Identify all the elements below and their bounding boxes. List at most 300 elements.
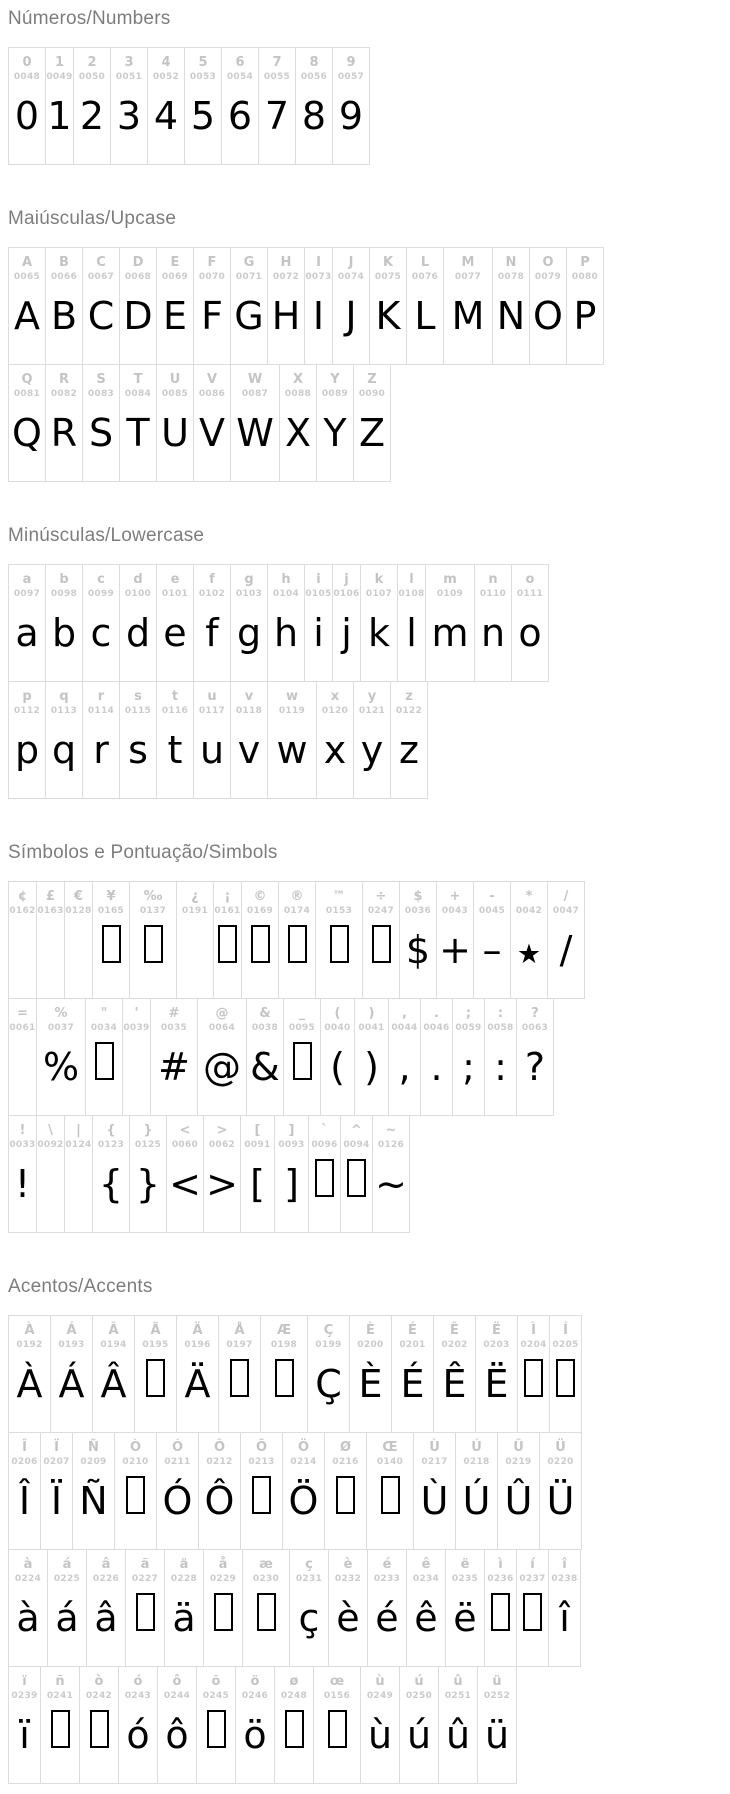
glyph-preview: j — [341, 611, 352, 655]
glyph-cell — [156, 1432, 199, 1550]
glyph-cell — [274, 1115, 309, 1233]
section-numbers — [8, 8, 730, 165]
glyph-preview: m — [431, 611, 469, 655]
char-label: % — [54, 1006, 68, 1021]
glyph-cell — [221, 47, 259, 165]
glyph-cell — [230, 681, 268, 799]
glyph-cell — [156, 564, 194, 682]
glyph-preview: ! — [14, 1162, 31, 1206]
glyph-preview: i — [313, 611, 324, 655]
glyph-cell — [8, 881, 37, 999]
char-label: h — [281, 572, 291, 587]
glyph-cell — [79, 1666, 119, 1784]
glyph-preview: r — [93, 728, 109, 772]
glyph-preview: 0 — [14, 94, 40, 138]
glyph-cell — [8, 364, 46, 482]
char-code: 0198 — [270, 1340, 298, 1350]
glyph-preview: 5 — [190, 94, 216, 138]
glyph-preview: Ë — [484, 1362, 509, 1406]
char-label: f — [209, 572, 215, 587]
char-code: 0078 — [497, 272, 525, 282]
char-label: m — [443, 572, 457, 587]
glyph-cell — [45, 681, 83, 799]
char-code: 0045 — [478, 906, 506, 916]
char-label: _ — [298, 1006, 306, 1021]
glyph-cell — [122, 998, 151, 1116]
glyph-cell — [8, 1666, 41, 1784]
char-label: Û — [513, 1440, 524, 1455]
section-title-lowercase: Minúsculas/Lowercase — [8, 525, 205, 546]
char-code: 0197 — [226, 1340, 253, 1350]
glyph-cell — [176, 1315, 219, 1433]
glyph-cell — [150, 998, 198, 1116]
char-code: 0108 — [398, 589, 425, 599]
glyph-cell — [445, 1549, 485, 1667]
glyph-cell — [36, 998, 86, 1116]
star-icon: ★ — [516, 939, 542, 970]
glyph-cell — [511, 564, 549, 682]
glyph-cell — [242, 1549, 290, 1667]
char-label: 4 — [161, 55, 171, 70]
glyph-row — [8, 1315, 581, 1433]
char-code: 0089 — [321, 389, 349, 399]
glyph-cell — [129, 881, 177, 999]
char-code: 0038 — [251, 1023, 279, 1033]
glyph-cell — [391, 1315, 434, 1433]
glyph-cell — [45, 364, 83, 482]
char-code: 0114 — [87, 706, 115, 716]
notdef-box-icon — [336, 1476, 355, 1514]
char-code: 0079 — [534, 272, 562, 282]
empty-glyph — [65, 918, 92, 998]
char-code: 0073 — [305, 272, 332, 282]
char-label: e — [170, 572, 180, 587]
char-label: Ç — [323, 1323, 334, 1338]
char-code: 0192 — [16, 1340, 43, 1350]
char-code: 0195 — [142, 1340, 169, 1350]
glyph-cell — [372, 1115, 410, 1233]
char-label: ÷ — [375, 889, 387, 904]
glyph-cell — [156, 364, 194, 482]
char-code: 0247 — [367, 906, 395, 916]
char-code: 0153 — [325, 906, 353, 916]
char-code: 0120 — [321, 706, 349, 716]
glyph-preview: B — [50, 294, 78, 338]
char-code: 0199 — [315, 1340, 342, 1350]
char-label: Ä — [192, 1323, 203, 1338]
char-code: 0037 — [47, 1023, 75, 1033]
char-code: 0113 — [50, 706, 78, 716]
char-label: Y — [330, 372, 340, 387]
char-label: . — [434, 1006, 439, 1021]
char-label: K — [382, 255, 394, 270]
glyph-preview: v — [237, 728, 261, 772]
glyph-cell — [156, 247, 194, 365]
glyph-cell — [354, 998, 389, 1116]
missing-glyph-box — [219, 1352, 260, 1432]
glyph-cell — [218, 1315, 261, 1433]
char-code: 0246 — [241, 1691, 269, 1701]
char-code: 0248 — [280, 1691, 308, 1701]
glyph-cell — [129, 1115, 167, 1233]
glyph-cell — [548, 1549, 581, 1667]
char-code: 0047 — [552, 906, 580, 916]
glyph-preview: ö — [243, 1713, 267, 1757]
char-label: * — [525, 889, 533, 904]
glyph-preview: d — [125, 611, 151, 655]
glyph-cell — [349, 1315, 392, 1433]
char-code: 0042 — [515, 906, 543, 916]
char-label: [ — [254, 1123, 261, 1138]
char-code: 0252 — [483, 1691, 511, 1701]
glyph-preview: À — [16, 1362, 43, 1406]
glyph-cell — [176, 881, 214, 999]
char-code: 0242 — [85, 1691, 113, 1701]
glyph-row — [8, 1666, 516, 1784]
glyph-cell — [267, 681, 317, 799]
glyph-cell — [36, 881, 65, 999]
char-label: $ — [413, 889, 423, 904]
glyph-preview: > — [206, 1162, 238, 1206]
char-label: â — [101, 1557, 111, 1572]
char-code: 0043 — [441, 906, 469, 916]
glyph-row — [8, 1432, 581, 1550]
char-label: ú — [414, 1674, 424, 1689]
glyph-preview: U — [161, 411, 189, 455]
glyph-cell — [203, 1115, 241, 1233]
char-code: 0081 — [13, 389, 41, 399]
char-label: ' — [134, 1006, 139, 1021]
char-code: 0088 — [284, 389, 312, 399]
char-label: } — [143, 1123, 153, 1138]
notdef-box-icon — [275, 1359, 294, 1397]
glyph-cell — [118, 1666, 158, 1784]
glyph-cell — [134, 1315, 177, 1433]
glyph-preview: q — [51, 728, 77, 772]
char-code: 0049 — [46, 72, 73, 82]
glyph-cell — [353, 681, 391, 799]
char-label: Ú — [471, 1440, 482, 1455]
char-label: E — [170, 255, 180, 270]
char-label: = — [17, 1006, 28, 1021]
char-label: 3 — [124, 55, 134, 70]
glyph-preview: I — [312, 294, 325, 338]
missing-glyph-box — [115, 1469, 156, 1549]
char-code: 0072 — [272, 272, 300, 282]
char-code: 0069 — [161, 272, 189, 282]
glyph-cell — [197, 998, 247, 1116]
char-code: 0238 — [551, 1574, 578, 1584]
char-label: Ñ — [88, 1440, 99, 1455]
glyph-preview: n — [480, 611, 506, 655]
char-label: n — [488, 572, 498, 587]
char-label: ( — [334, 1006, 341, 1021]
glyph-preview: Â — [100, 1362, 127, 1406]
glyph-preview: é — [375, 1596, 399, 1640]
char-label: N — [505, 255, 517, 270]
char-code: 0091 — [244, 1140, 271, 1150]
char-label: \ — [48, 1123, 53, 1138]
char-label: É — [408, 1323, 417, 1338]
glyph-preview: Ô — [204, 1479, 235, 1523]
glyph-cell — [516, 1549, 549, 1667]
char-label: Â — [108, 1323, 119, 1338]
notdef-box-icon — [293, 1042, 312, 1080]
char-label: ñ — [55, 1674, 65, 1689]
section-title-numbers: Números/Numbers — [8, 8, 171, 29]
char-code: 0083 — [87, 389, 115, 399]
missing-glyph-box — [243, 1586, 289, 1666]
glyph-preview: < — [169, 1162, 201, 1206]
notdef-box-icon — [146, 1359, 165, 1397]
char-code: 0162 — [9, 906, 36, 916]
glyph-cell — [246, 998, 284, 1116]
glyph-cell — [406, 1549, 446, 1667]
glyph-cell — [475, 1315, 518, 1433]
glyph-cell — [213, 881, 242, 999]
glyph-cell — [477, 1666, 517, 1784]
glyph-preview: G — [234, 294, 264, 338]
char-label: i — [316, 572, 321, 587]
glyph-preview: L — [414, 294, 436, 338]
missing-glyph-box — [325, 1469, 366, 1549]
glyph-preview: à — [16, 1596, 40, 1640]
missing-glyph-box — [284, 1035, 320, 1115]
char-code: 0035 — [160, 1023, 188, 1033]
char-code: 0090 — [358, 389, 386, 399]
glyph-cell — [230, 364, 280, 482]
glyph-row — [8, 881, 584, 999]
char-label: t — [171, 689, 179, 704]
notdef-box-icon — [330, 925, 349, 963]
char-code: 0085 — [161, 389, 189, 399]
char-label: © — [253, 889, 267, 904]
char-code: 0100 — [124, 589, 152, 599]
missing-glyph-box — [279, 918, 315, 998]
char-code: 0033 — [9, 1140, 36, 1150]
glyph-preview: ú — [406, 1713, 432, 1757]
char-code: 0056 — [300, 72, 328, 82]
glyph-preview: } — [135, 1162, 161, 1206]
glyph-cell — [8, 47, 46, 165]
char-code: 0217 — [421, 1457, 448, 1467]
char-code: 0092 — [37, 1140, 64, 1150]
notdef-box-icon — [207, 1710, 226, 1748]
glyph-preview: @ — [203, 1045, 241, 1089]
missing-glyph-box — [261, 1352, 307, 1432]
char-label: a — [22, 572, 32, 587]
glyph-preview: A — [14, 294, 40, 338]
glyph-row — [8, 247, 603, 365]
glyph-preview: e — [163, 611, 187, 655]
glyph-preview: 6 — [227, 94, 253, 138]
char-code: 0052 — [152, 72, 180, 82]
glyph-preview: Q — [12, 411, 42, 455]
glyph-cell — [64, 1115, 93, 1233]
missing-glyph-box — [241, 1469, 282, 1549]
char-code: 0191 — [181, 906, 209, 916]
glyph-preview: Ç — [315, 1362, 342, 1406]
char-code: 0096 — [311, 1140, 338, 1150]
char-code: 0051 — [115, 72, 143, 82]
glyph-cell — [304, 564, 333, 682]
missing-glyph-box — [242, 918, 278, 998]
char-code: 0226 — [92, 1574, 120, 1584]
glyph-preview: Ü — [546, 1479, 575, 1523]
glyph-cell — [8, 1115, 37, 1233]
glyph-cell — [353, 364, 391, 482]
notdef-box-icon — [252, 1476, 271, 1514]
glyph-preview: # — [158, 1045, 190, 1089]
glyph-preview: è — [336, 1596, 360, 1640]
notdef-box-icon — [315, 1159, 334, 1197]
notdef-box-icon — [136, 1593, 155, 1631]
char-code: 0194 — [100, 1340, 127, 1350]
glyph-cell — [399, 881, 437, 999]
char-label: 2 — [87, 55, 97, 70]
char-label: Ù — [429, 1440, 440, 1455]
notdef-box-icon — [523, 1593, 542, 1631]
glyph-cell — [443, 247, 493, 365]
glyph-preview: 3 — [116, 94, 142, 138]
char-code: 0140 — [376, 1457, 404, 1467]
glyph-preview: K — [375, 294, 401, 338]
char-code: 0063 — [521, 1023, 549, 1033]
glyph-preview: M — [451, 294, 485, 338]
glyph-cell — [50, 1315, 93, 1433]
glyph-cell — [73, 47, 111, 165]
char-code: 0070 — [198, 272, 226, 282]
char-label: s — [134, 689, 142, 704]
char-code: 0065 — [13, 272, 41, 282]
glyph-preview: È — [358, 1362, 383, 1406]
char-label: û — [453, 1674, 463, 1689]
glyph-cell — [484, 998, 517, 1116]
glyph-preview: á — [55, 1596, 79, 1640]
glyph-cell — [92, 1115, 130, 1233]
glyph-cell — [279, 364, 317, 482]
glyph-preview: Ê — [442, 1362, 467, 1406]
glyph-cell — [529, 247, 567, 365]
char-code: 0209 — [80, 1457, 107, 1467]
char-label: é — [382, 1557, 392, 1572]
glyph-cell — [267, 247, 305, 365]
glyph-cell — [436, 881, 474, 999]
glyph-cell — [267, 564, 305, 682]
glyph-cell — [36, 1115, 65, 1233]
glyph-preview: k — [367, 611, 390, 655]
glyph-cell — [484, 1549, 517, 1667]
glyph-cell — [304, 247, 333, 365]
glyph-cell — [40, 1432, 73, 1550]
char-label: œ — [329, 1674, 345, 1689]
char-label: 0 — [22, 55, 32, 70]
glyph-preview: ü — [484, 1713, 510, 1757]
char-label: ò — [94, 1674, 104, 1689]
char-code: 0193 — [58, 1340, 85, 1350]
empty-glyph — [37, 1152, 64, 1232]
char-label: > — [216, 1123, 228, 1138]
glyph-cell — [114, 1432, 157, 1550]
section-lowercase — [8, 525, 730, 799]
char-label: Ï — [54, 1440, 59, 1455]
glyph-preview: u — [199, 728, 225, 772]
glyph-cell — [82, 564, 120, 682]
missing-glyph-box — [126, 1586, 164, 1666]
char-label: " — [100, 1006, 108, 1021]
char-code: 0207 — [43, 1457, 70, 1467]
char-label: g — [244, 572, 254, 587]
missing-glyph-box — [316, 918, 362, 998]
glyph-cell — [438, 1666, 478, 1784]
char-label: | — [76, 1123, 81, 1138]
char-code: 0161 — [214, 906, 241, 916]
char-code: 0066 — [50, 272, 78, 282]
char-label: Ô — [213, 1440, 226, 1455]
empty-glyph — [37, 918, 64, 998]
char-label: @ — [215, 1006, 229, 1021]
char-label: : — [497, 1006, 504, 1021]
char-code: 0110 — [479, 589, 507, 599]
char-code: 0071 — [235, 272, 263, 282]
char-code: 0200 — [357, 1340, 384, 1350]
char-label: p — [22, 689, 32, 704]
char-code: 0077 — [454, 272, 482, 282]
char-code: 0241 — [46, 1691, 74, 1701]
missing-glyph-box — [41, 1703, 79, 1783]
missing-glyph-box — [93, 918, 129, 998]
glyph-cell — [516, 998, 554, 1116]
char-label: 7 — [272, 55, 282, 70]
char-code: 0097 — [13, 589, 41, 599]
notdef-box-icon — [126, 1476, 145, 1514]
glyph-cell — [510, 881, 548, 999]
notdef-box-icon — [524, 1359, 543, 1397]
char-label: À — [24, 1323, 35, 1338]
char-label: 8 — [309, 55, 319, 70]
char-code: 0040 — [324, 1023, 351, 1033]
char-label: ü — [492, 1674, 502, 1689]
char-label: Æ — [276, 1323, 292, 1338]
glyph-cell — [8, 681, 46, 799]
char-code: 0076 — [411, 272, 439, 282]
char-code: 0098 — [50, 589, 78, 599]
char-code: 0123 — [97, 1140, 125, 1150]
glyph-cell — [455, 1432, 498, 1550]
glyph-preview: R — [50, 411, 78, 455]
glyph-preview: Ä — [184, 1362, 211, 1406]
char-label: ¿ — [191, 889, 199, 904]
notdef-box-icon — [90, 1710, 109, 1748]
notdef-box-icon — [257, 1593, 276, 1631]
glyph-cell — [313, 1666, 361, 1784]
char-label: æ — [259, 1557, 273, 1572]
char-code: 0119 — [278, 706, 306, 716]
char-code: 0202 — [441, 1340, 468, 1350]
glyph-preview: y — [360, 728, 384, 772]
char-label: x — [330, 689, 340, 704]
char-label: Ó — [171, 1440, 184, 1455]
char-code: 0058 — [487, 1023, 514, 1033]
char-label: Õ — [255, 1440, 268, 1455]
char-label: l — [409, 572, 414, 587]
glyph-preview: T — [126, 411, 150, 455]
char-label: õ — [211, 1674, 221, 1689]
glyph-cell — [360, 1666, 400, 1784]
glyph-preview: p — [14, 728, 40, 772]
char-code: 0053 — [189, 72, 217, 82]
char-code: 0206 — [11, 1457, 38, 1467]
